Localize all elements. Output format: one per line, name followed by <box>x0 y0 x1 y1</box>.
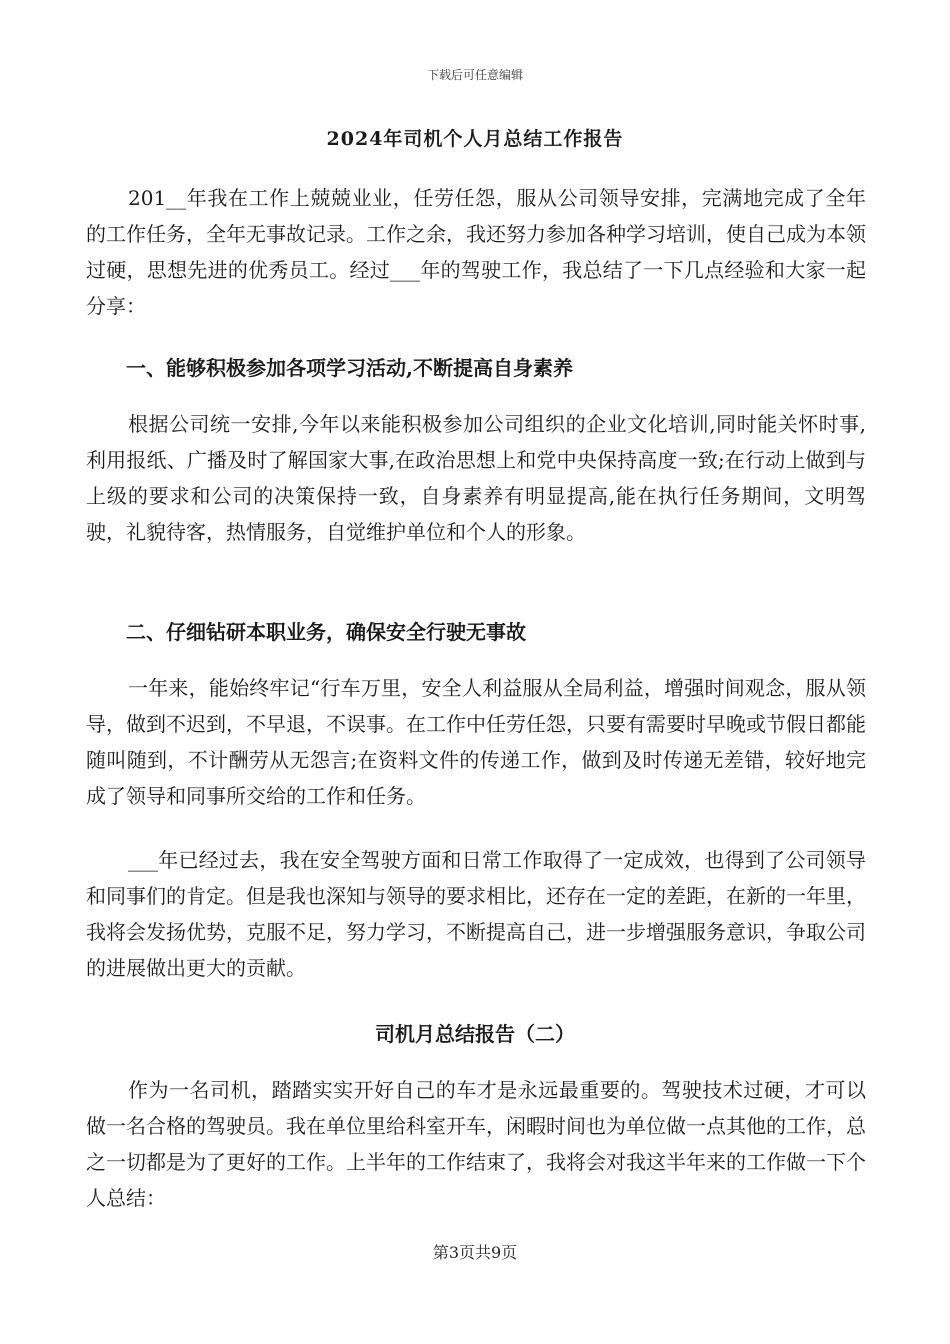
section-2-body: 一年来，能始终牢记“行车万里，安全人利益服从全局利益，增强时间观念，服从领导，做到不迟到，不早退，不误事。在工作中任劳任怨，只要有需要时早晚或节假日都能随叫随到，不计酬劳从无怨言;在资料文件的传递工作，做到及时传递无差错，较好地完成了领导和同事所交给的工作和任务。 <box>86 676 866 808</box>
section-1-heading: 一、能够积极参加各项学习活动,不断提高自身素养 <box>126 356 573 380</box>
page-footer: 第3页共9页 <box>432 1243 518 1262</box>
section-1-body: 根据公司统一安排,今年以来能积极参加公司组织的企业文化培训,同时能关怀时事,利用报纸、广播及时了解国家大事,在政治思想上和党中央保持高度一致;在行动上做到与上级的要求和公司的决策保持一致，自身素养有明显提高,能在执行任务期间，文明驾驶，礼貌待客，热情服务，自觉维护单位和个人的形象。 <box>86 412 866 544</box>
part-2-subtitle: 司机月总结报告（二） <box>375 1022 575 1046</box>
closing-paragraph: ___年已经过去，我在安全驾驶方面和日常工作取得了一定成效，也得到了公司领导和同事们的肯定。但是我也深知与领导的要求相比，还存在一定的差距，在新的一年里，我将会发扬优势，克服不足，努力学习，不断提高自己，进一步增强服务意识，争取公司的进展做出更大的贡献。 <box>86 848 866 980</box>
part-2-intro: 作为一名司机，踏踏实实开好自己的车才是永远最重要的。驾驶技术过硬，才可以做一名合格的驾驶员。我在单位里给科室开车，闲暇时间也为单位做一点其他的工作，总之一切都是为了更好的工作。上半年的工作结束了，我将会对我这半年来的工作做一下个人总结： <box>86 1078 866 1210</box>
intro-paragraph: 201__年我在工作上兢兢业业，任劳任怨，服从公司领导安排，完满地完成了全年的工作任务，全年无事故记录。工作之余，我还努力参加各种学习培训，使自己成为本领过硬，思想先进的优秀员工。经过___年的驾驶工作，我总结了一下几点经验和大家一起分享： <box>86 186 866 318</box>
header-note: 下载后可任意编辑 <box>426 68 523 82</box>
document-title: 2024年司机个人月总结工作报告 <box>326 128 624 150</box>
section-2-heading: 二、仔细钻研本职业务，确保安全行驶无事故 <box>126 620 526 644</box>
